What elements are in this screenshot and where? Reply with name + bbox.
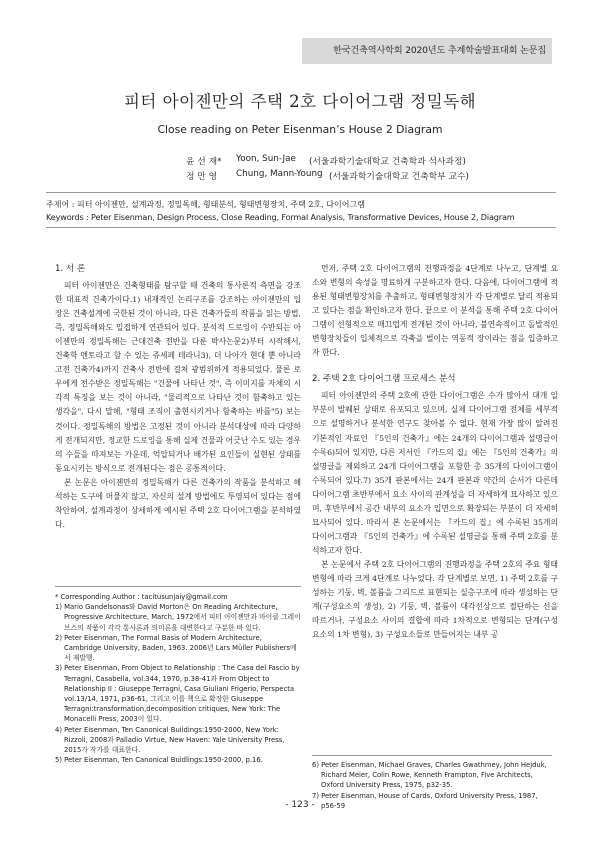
section-heading-diagram-analysis: 2. 주택 2호 다이어그램 프로세스 분석 <box>312 374 456 385</box>
paper-title-korean: 피터 아이젠만의 주택 2호 다이어그램 정밀독해 <box>123 92 477 111</box>
keywords-block <box>46 192 556 228</box>
keywords-korean: 주제어 : 피터 아이젠만, 설계과정, 정밀독해, 형태분석, 형태변형장치, 주택 2호, 다이어그램 <box>46 200 365 209</box>
paper-title-english: Close reading on Peter Eisenman’s House 2 Diagram <box>157 123 443 136</box>
journal-header: 한국건축역사학회 2020년도 추계학술발표대회 논문집 <box>302 38 552 64</box>
body-paragraph: 본 논문에서 주택 2호 다이어그램의 진행과정을 주택 2호의 주요 형태 변형에 따라 크게 4단계로 나누었다. 각 단계별로 보면, 1) 주택 2호를 구성하는 기둥, 벽, 볼륨을 그리드로 표현되는 실층구조에 따라 생성하는 단계(구성요소의 생성), 2) 기둥, 벽, 볼륨이 대각선상으로 절단하는 선을 따르거나, 구성요소 사이의 결합에 따라 1차적으로 변형되는 단계(구성요소의 1차 변형), 3) 구성요소들로 만들어지는 내부 공 <box>312 559 558 640</box>
author-row <box>0 154 600 169</box>
author-name-en: Chung, Mann-Young <box>236 169 323 179</box>
body-paragraph: 먼저, 주택 2호 다이어그램의 진행과정을 4단계로 나누고, 단계별 요소와 변형의 속성을 명료하게 구분하고자 한다. 다음에, 다이어그램에 적용된 형태변형장치를 추출하고, 형태변형장치가 각 단계별로 달리 적용되고 있다는 점을 확인하고자 한다. 끝으로 이 분석을 통해 주택 2호 다이어그램이 선형적으로 매끄럽게 전개된 것이 아니라, 불연속적이고 돌발적인 변형장치들이 입체적으로 각축을 벌이는 역동적 장이라는 점을 입증하고자 한다. <box>312 264 558 358</box>
footnotes-left <box>55 586 301 765</box>
author-name-en: Yoon, Sun-Jae <box>236 154 296 164</box>
footnote: 4) Peter Eisenman, Ten Canonical Buildings:1950-2000, New York: Rizzoli, 2008과 Palladio Virtue, New Haven: Yale University Press, 2015가 작가를 대표한다. <box>55 725 285 755</box>
body-paragraph: 피터 아이젠만은 건축형태를 탐구할 때 건축의 통사론적 측면을 강조한 대표적 건축가이다.1) 내재적인 논리구조를 강조하는 아이젠만의 입장은 건축설계에 국한된 것이 아니라, 다른 건축가들의 작품을 읽는 방법, 즉, 정밀독해와도 밀접하게 연관되어 있다. 분석적 드로잉이 수반되는 아이젠만의 정밀독해는 근대건축 전반을 다룬 박사논문2)부터 시작해서, 건축학 멘토라고 할 수 있는 쥬세페 테라니3), 더 나아가 현대 뿐 아니라 고전 건축가4)까지 건축사 전반에 걸쳐 광범위하게 적용되었다. 물론 로우에게 전수받은 정밀독해는 "건물에 나타난 것", 즉 이미지를 자체의 시각적 특징을 보는 것이 아니라, "물리적으로 나타난 것이 함축하고 있는 생각을", 다시 말해, "형태 조직이 출현시키거나 함축하는 바를"5) 보는 것이다. 정밀독해의 방법은 고정된 것이 아니라 분석대상에 따라 다양하게 전개되지만, 정교한 드로잉을 통해 실제 건물과 어긋난 수도 있는 경우의 수들을 따져보는 가운데, 억압되거나 배가된 요인들이 실현된 상태를 동요시키는 방식으로 전개된다는 점은 공통적이다. <box>55 281 301 473</box>
footnote: * Corresponding Author : tacitusunjaiy@gmail.com <box>55 593 228 601</box>
author-block <box>0 154 600 184</box>
body-paragraph: 피터 아이젠만의 주택 2호에 관한 다이어그램은 수가 많아서 대개 일부분이 발췌된 상태로 유포되고 있으며, 실제 다이어그램 전체를 세부적으로 설명하거나 분석한 연구도 찾아볼 수 없다. 현재 가장 많이 알려진 기본적인 자료인 『5인의 건축가』에는 24개의 다이어그램과 설명글이 수록6)되어 있지만, 다른 저서인 『카드의 집』에는 『5인의 건축가』의 설명글을 제외하고 24개 다이어그램을 포함한 총 35개의 다이어그램이 수록되어 있다.7) 35개 판본에서는 24개 판본과 약간의 순서가 다른데 다이어그램 초반부에서 요소 사이의 관계성을 더 자세하게 묘사하고 있으며, 후반부에서 공간 내부의 요소가 입면으로 확장되는 부분이 더 자세히 묘사되어 있다. 따라서 본 논문에서는 『카드의 집』에 수록된 35개의 다이어그램과 『5인의 건축가』에 수록된 설명글을 통해 주택 2호를 분석하고자 한다. <box>312 391 558 555</box>
page-number: - 123 - <box>285 800 315 810</box>
author-name-ko: 정 만 영 <box>186 172 218 182</box>
author-affiliation: (서울과학기술대학교 건축학과 석사과정) <box>309 157 466 167</box>
author-affiliation: (서울과학기술대학교 건축학부 교수) <box>329 172 469 182</box>
footnote: 6) Peter Eisenman, Michael Graves, Charles Gwathmey, John Hejduk, Richard Meier, Colin Rowe, Kenneth Frampton, Five Architects, Oxford University Press, 1975, p32-35. <box>312 761 547 790</box>
left-column <box>55 262 301 532</box>
section-heading-introduction: 1. 서 론 <box>55 264 86 274</box>
body-paragraph: 본 논문은 아이젠만의 정밀독해가 다른 건축가의 작품을 분석하고 해석하는 도구에 머물지 않고, 자신의 설계 방법에도 투영되어 있다는 점에 착안하여, 설계과정이 상세하게 예시된 주택 2호 다이어그램을 분석하였다. <box>55 477 301 529</box>
footnote: 3) Peter Eisenman, From Object to Relationship : The Casa del Fascio by Terragni, Casabella, vol.344, 1970, p.38-41과 From Object to Relationship II : Giuseppe Terragni, Casa Giuliani Frigerio, Perspecta vol.13/14, 1971, p36-61, 그리고 이를 책으로 확장한 Giuseppe Terragni:transformation,decomposition critiques, New York: The Monacelli Press, 2003이 있다. <box>55 664 300 724</box>
keywords-english: Keywords : Peter Eisenman, Design Process, Close Reading, Formal Analysis, Transformative Devices, House 2, Diagram <box>46 212 515 222</box>
right-column <box>312 262 558 642</box>
footnote: 7) Peter Eisenman, House of Cards, Oxford University Press, 1987, p56-59 <box>312 791 538 810</box>
footnote: 2) Peter Eisenman, The Formal Basis of Modern Architecture, Cambridge University, Baden, 1963. 2006년 Lars Müller Publishers에서 재발행. <box>55 633 297 663</box>
author-name-ko: 윤 선 재* <box>186 157 222 167</box>
footnote: 1) Mario Gandelsonas와 David Morton은 On Reading Architecture, Progressive Architecture, March, 1972에서 피터 아이젠만과 마이클 그레이브스의 작품이 각각 통사론과 의미론을 대변한다고 구분한 바 있다. <box>55 603 301 632</box>
author-row <box>0 169 600 184</box>
footnote: 5) Peter Eisenman, Ten Canonical Buidlings:1950-2000, p.16. <box>55 756 263 765</box>
